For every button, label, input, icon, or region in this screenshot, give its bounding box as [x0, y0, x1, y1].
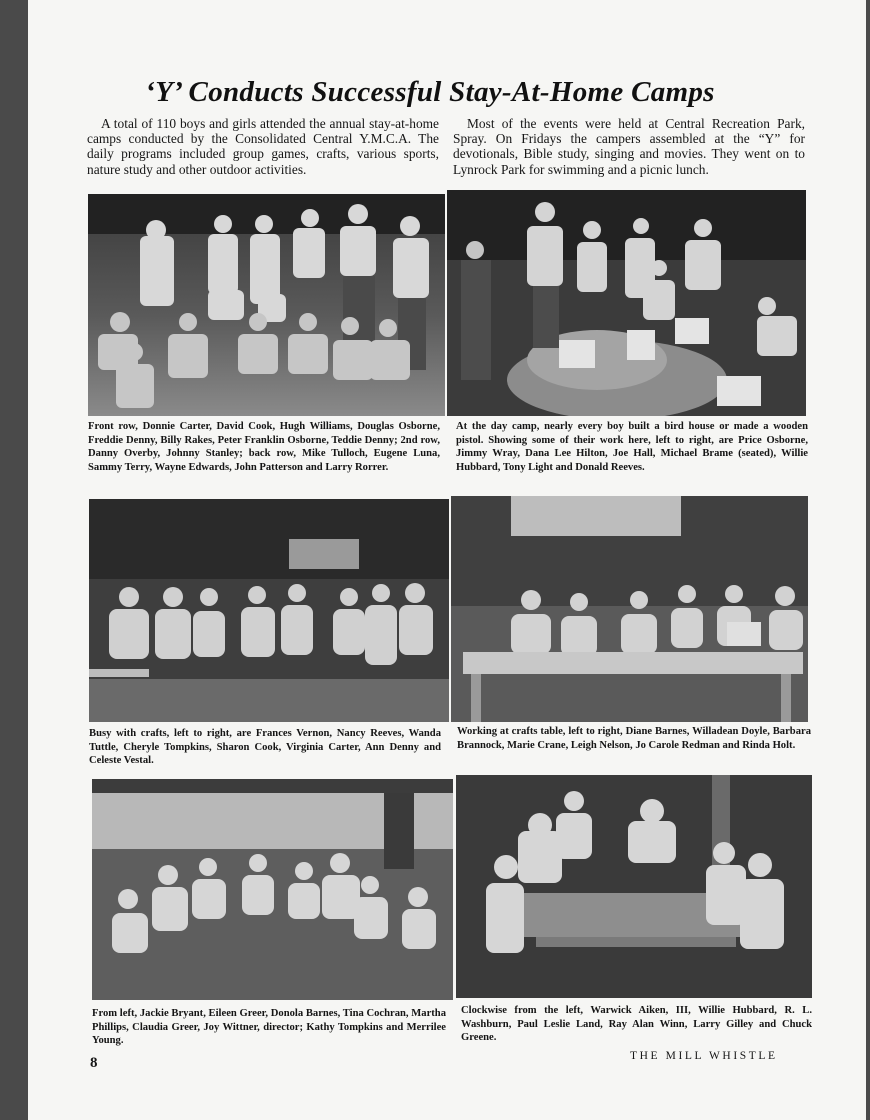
photo-caption: Busy with crafts, left to right, are Frances Vernon, Nancy Reeves, Wanda Tuttle, Cheryle Tompkins, Sharon Cook, Virginia Carter, Ann Denny and Celeste Vestal. — [89, 728, 441, 767]
photo-caption: Front row, Donnie Carter, David Cook, Hugh Williams, Douglas Osborne, Freddie Denny, Billy Rakes, Peter Franklin Osborne, Teddie Denny; 2nd row, Danny Overby, Johnny Stanley; back row, Mike Tulloch, Eugene Luna, Sammy Terry, Wayne Edwards, John Patterson and Larry Rorrer. — [88, 421, 440, 473]
page-number: 8 — [90, 1055, 98, 1071]
group-of-campers-photo — [88, 194, 445, 416]
girls-crafting-on-bench-photo — [89, 499, 449, 722]
publication-name: THE MILL WHISTLE — [630, 1050, 778, 1062]
photo-caption: Working at crafts table, left to right, Diane Barnes, Willadean Doyle, Barbara Brannock, Marie Crane, Leigh Nelson, Jo Carole Redman and Rinda Holt. — [457, 726, 811, 751]
photo-caption: At the day camp, nearly every boy built a bird house or made a wooden pistol. Showing some of their work here, left to right, are Price Osborne, Jimmy Wray, Dana Lee Hilton, Joe Hall, Michael Brame (seated), Willie Hubbard, Tony Light and Donald Reeves. — [456, 421, 808, 473]
photo-caption: From left, Jackie Bryant, Eileen Greer, Donola Barnes, Tina Cochran, Martha Phillips, Claudia Greer, Joy Wittner, director; Kathy Tompkins and Merrilee Young. — [92, 1008, 446, 1047]
article-headline: ‘Y’ Conducts Successful Stay-At-Home Camps — [145, 76, 715, 108]
photo-caption: Clockwise from the left, Warwick Aiken, III, Willie Hubbard, R. L. Washburn, Paul Leslie Land, Ray Alan Winn, Larry Gilley and Chuck Greene. — [461, 1005, 812, 1044]
intro-paragraph-left: A total of 110 boys and girls attended the annual stay-at-home camps conducted by the Consolidated Central Y.M.C.A. The daily programs included group games, crafts, various sports, nature study and other outdoor activities. — [87, 116, 439, 177]
crafts-table-photo — [451, 496, 808, 722]
girls-sitting-in-circle-photo — [92, 779, 453, 1000]
intro-paragraph-right: Most of the events were held at Central Recreation Park, Spray. On Fridays the campers assembled at the “Y” for devotionals, Bible study, singing and movies. They went on to Lynrock Park for swimming and a picnic lunch. — [453, 116, 805, 177]
bird-house-builders-photo — [447, 190, 806, 416]
boys-at-picnic-table-photo — [456, 775, 812, 998]
